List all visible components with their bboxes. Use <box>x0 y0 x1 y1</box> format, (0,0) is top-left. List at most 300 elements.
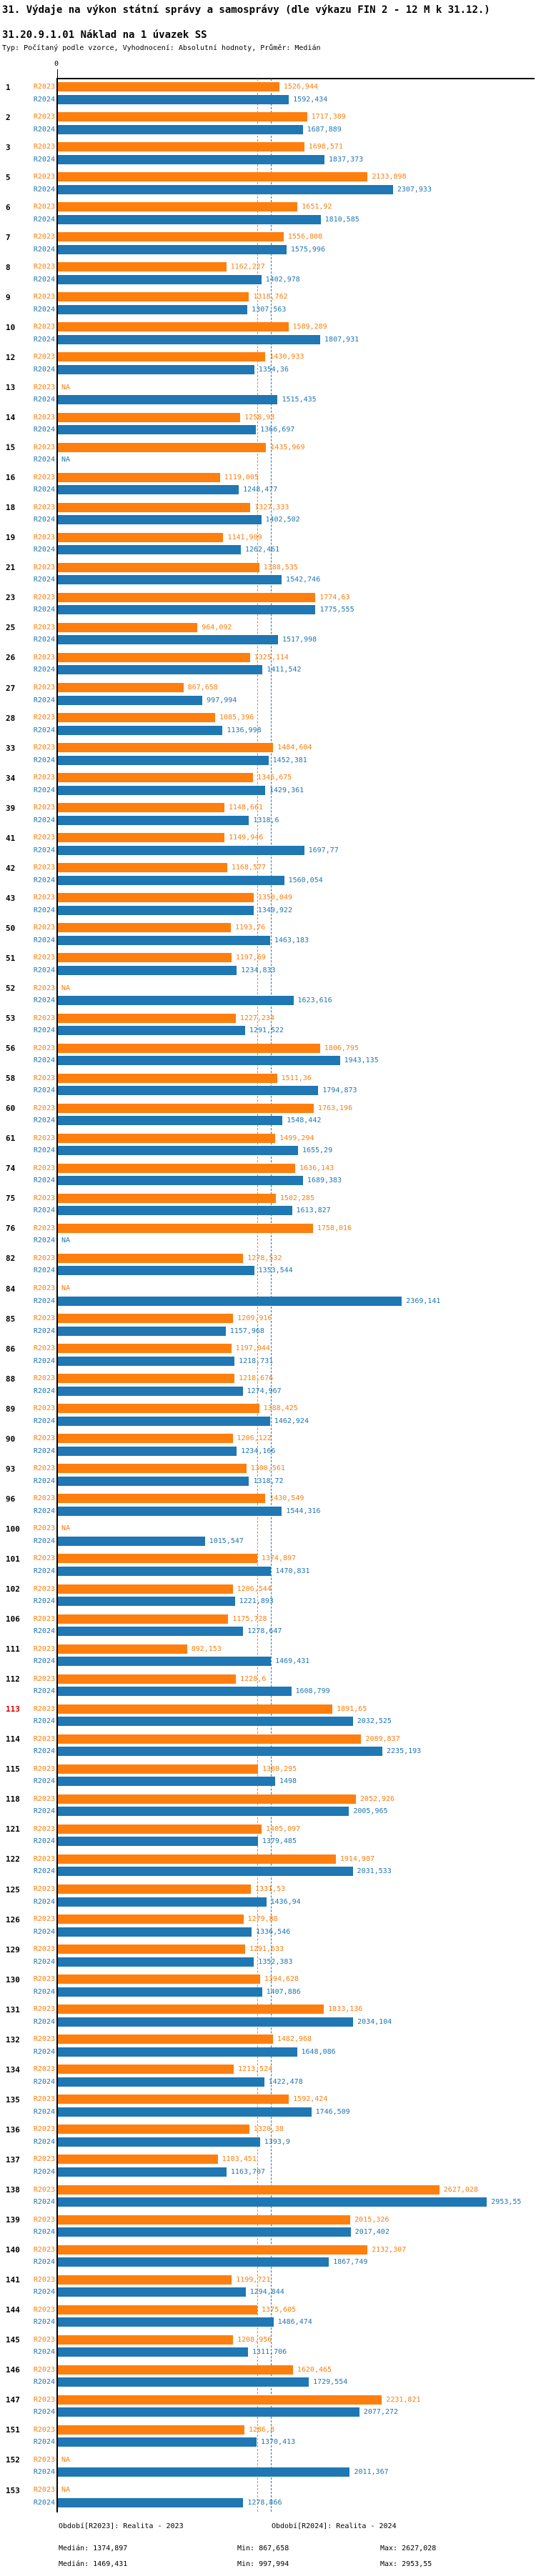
series-label-r2023: R2023 <box>33 1014 55 1022</box>
row-number: 15 <box>6 443 16 453</box>
bar-value-label: 1608,799 <box>295 1687 330 1696</box>
series-label-r2024: R2024 <box>33 816 55 824</box>
bar-r2023 <box>58 953 232 962</box>
bar-r2024 <box>58 155 324 164</box>
series-label-r2024: R2024 <box>33 1417 55 1425</box>
bar-value-label: 1274,967 <box>247 1387 282 1395</box>
bar-value-label: 997,994 <box>207 696 237 704</box>
series-label-r2024: R2024 <box>33 456 55 464</box>
bar-r2024 <box>58 1777 275 1786</box>
series-label-r2024: R2024 <box>33 516 55 524</box>
stat-median-r2024: Medián: 1469,431 <box>59 2560 128 2568</box>
bar-r2023 <box>58 833 224 842</box>
bar-r2024 <box>58 696 202 705</box>
bar-value-label: 1620,465 <box>297 2365 332 2374</box>
bar-r2024 <box>58 335 320 344</box>
series-label-r2024: R2024 <box>33 1657 55 1666</box>
bar-r2024 <box>58 756 269 765</box>
row-number: 43 <box>6 893 16 903</box>
bar-r2023 <box>58 2365 293 2375</box>
bar-value-label: 1206,544 <box>237 1584 272 1593</box>
bar-r2023 <box>58 743 273 752</box>
row-number: 129 <box>6 1945 20 1955</box>
series-label-r2023: R2023 <box>33 293 55 301</box>
series-label-r2024: R2024 <box>33 426 55 434</box>
series-label-r2023: R2023 <box>33 473 55 481</box>
series-label-r2024: R2024 <box>33 2258 55 2267</box>
bar-value-label: 1291,522 <box>249 1027 284 1035</box>
bar-r2024 <box>58 1567 271 1576</box>
row-number: 14 <box>6 413 16 423</box>
row-number: 3 <box>6 142 11 152</box>
indicator-meta: Typ: Počítaný podle vzorce, Vyhodnocení: Absolutní hodnoty, Průměr: Medián <box>2 44 321 52</box>
row-number: 89 <box>6 1404 16 1414</box>
bar-r2024 <box>58 816 249 825</box>
series-label-r2023: R2023 <box>33 684 55 692</box>
bar-value-label: 2627,028 <box>443 2185 478 2194</box>
series-label-r2024: R2024 <box>33 2017 55 2026</box>
bar-r2024 <box>58 545 241 554</box>
row-number: 2 <box>6 112 11 122</box>
series-label-r2023: R2023 <box>33 1344 55 1353</box>
bar-value-label: 1197,044 <box>235 1344 270 1353</box>
bar-r2024 <box>58 876 284 885</box>
bar-r2024 <box>58 1357 234 1366</box>
bar-value-label: 1556,808 <box>287 233 323 241</box>
series-label-r2023: R2023 <box>33 1524 55 1533</box>
bar-value-label: 2307,933 <box>397 185 432 194</box>
bar-r2024 <box>58 125 303 134</box>
series-label-r2024: R2024 <box>33 2107 55 2116</box>
series-label-r2024: R2024 <box>33 215 55 224</box>
bar-r2024 <box>58 996 294 1005</box>
row-number: 56 <box>6 1044 16 1054</box>
bar-r2023 <box>58 1824 262 1834</box>
bar-r2023 <box>58 2155 218 2164</box>
stat-min-r2023: Min: 867,658 <box>237 2545 289 2552</box>
series-label-r2023: R2023 <box>33 1915 55 1924</box>
series-label-r2023: R2023 <box>33 233 55 241</box>
row-number: 7 <box>6 232 11 242</box>
bar-value-label: 1758,016 <box>317 1224 352 1232</box>
series-label-r2024: R2024 <box>33 1027 55 1035</box>
bar-r2023 <box>58 1674 236 1684</box>
bar-value-label: 1346,675 <box>257 774 292 782</box>
bar-value-label: 2235,193 <box>387 1747 422 1756</box>
bar-value-label: 1168,577 <box>231 864 267 872</box>
series-label-r2023: R2023 <box>33 263 55 271</box>
series-label-r2024: R2024 <box>33 966 55 974</box>
series-label-r2024: R2024 <box>33 606 55 614</box>
bar-r2023 <box>58 1044 320 1053</box>
bar-r2024 <box>58 2498 243 2507</box>
bar-value-label: 1405,097 <box>266 1824 301 1833</box>
bar-r2024 <box>58 1116 282 1125</box>
bar-value-label: 1278,866 <box>247 2498 282 2507</box>
bar-r2024 <box>58 1297 402 1306</box>
bar-value-label: 1278,532 <box>247 1254 282 1262</box>
bar-r2023 <box>58 1975 260 1984</box>
bar-r2023 <box>58 1584 233 1594</box>
row-number: 74 <box>6 1164 16 1174</box>
series-label-r2024: R2024 <box>33 2318 55 2327</box>
series-label-r2023: R2023 <box>33 503 55 511</box>
bar-value-label: 1623,616 <box>297 997 332 1004</box>
row-number: 53 <box>6 1014 16 1024</box>
bar-r2024 <box>58 846 304 855</box>
bar-value-label: 2034,104 <box>357 2017 392 2026</box>
bar-value-label: 1248,477 <box>243 486 278 494</box>
na-value-label: NA <box>61 984 71 992</box>
bar-value-label: 1891,65 <box>337 1704 367 1713</box>
bar-r2024 <box>58 305 247 314</box>
bar-r2024 <box>58 1086 318 1095</box>
row-number: 93 <box>6 1464 16 1474</box>
bar-value-label: 1499,294 <box>279 1134 314 1142</box>
bar-r2023 <box>58 1884 251 1894</box>
bar-r2023 <box>58 473 220 482</box>
bar-r2023 <box>58 262 227 271</box>
na-value-label: NA <box>61 383 71 391</box>
row-number: 132 <box>6 2035 20 2045</box>
bar-r2023 <box>58 1314 233 1323</box>
bar-r2024 <box>58 1056 340 1065</box>
row-number: 75 <box>6 1194 16 1204</box>
bar-value-label: 1163,707 <box>230 2167 266 2176</box>
bar-value-label: 1228,6 <box>240 1674 267 1683</box>
bar-value-label: 1592,434 <box>293 95 328 104</box>
series-label-r2023: R2023 <box>33 714 55 722</box>
row-number: 113 <box>6 1704 20 1714</box>
bar-r2024 <box>58 1327 226 1336</box>
bar-value-label: 1318,6 <box>253 816 279 824</box>
bar-r2023 <box>58 503 250 512</box>
bar-r2024 <box>58 2467 349 2477</box>
bar-r2023 <box>58 1254 243 1263</box>
bar-value-label: 1279,88 <box>247 1915 278 1924</box>
series-label-r2024: R2024 <box>33 1087 55 1095</box>
bar-value-label: 1463,183 <box>274 936 309 944</box>
bar-r2024 <box>58 1206 292 1215</box>
bar-value-label: 1206,122 <box>237 1434 272 1443</box>
bar-value-label: 1470,831 <box>275 1567 310 1575</box>
bar-r2023 <box>58 1794 356 1804</box>
bar-r2024 <box>58 2377 309 2387</box>
bar-r2023 <box>58 1464 247 1473</box>
row-number: 135 <box>6 2095 20 2105</box>
series-label-r2024: R2024 <box>33 245 55 254</box>
bar-r2023 <box>58 533 223 542</box>
bar-r2023 <box>58 2185 440 2195</box>
series-label-r2024: R2024 <box>33 756 55 764</box>
bar-value-label: 1103,451 <box>222 2155 257 2164</box>
bar-value-label: 2005,965 <box>353 1807 388 1816</box>
series-label-r2024: R2024 <box>33 1777 55 1786</box>
bar-r2024 <box>58 275 262 284</box>
bar-value-label: 1698,571 <box>308 143 343 151</box>
bar-r2024 <box>58 1176 303 1185</box>
bar-value-label: 1141,909 <box>227 533 262 541</box>
series-label-r2024: R2024 <box>33 2137 55 2146</box>
row-number: 23 <box>6 593 16 603</box>
bar-r2024 <box>58 1927 252 1937</box>
bar-r2024 <box>58 1897 267 1907</box>
row-number: 130 <box>6 1975 20 1985</box>
series-label-r2023: R2023 <box>33 1975 55 1984</box>
bar-value-label: 1687,889 <box>307 125 342 134</box>
bar-r2023 <box>58 713 215 722</box>
series-label-r2023: R2023 <box>33 1194 55 1202</box>
series-label-r2023: R2023 <box>33 1734 55 1743</box>
row-number: 145 <box>6 2335 20 2345</box>
bar-r2023 <box>58 443 266 452</box>
bar-value-label: 1763,196 <box>317 1104 353 1112</box>
bar-r2024 <box>58 1266 254 1275</box>
bar-value-label: 1300,561 <box>250 1464 285 1473</box>
row-number: 90 <box>6 1434 16 1444</box>
series-label-r2023: R2023 <box>33 804 55 812</box>
row-number: 136 <box>6 2125 20 2135</box>
bar-r2024 <box>58 2347 248 2357</box>
series-label-r2024: R2024 <box>33 1627 55 1636</box>
row-number: 122 <box>6 1854 20 1864</box>
bar-value-label: 1331,53 <box>255 1885 286 1893</box>
bar-r2024 <box>58 2047 297 2057</box>
x-axis-line <box>57 78 535 79</box>
bar-r2023 <box>58 1344 232 1353</box>
row-number: 25 <box>6 623 16 633</box>
bar-r2024 <box>58 1837 258 1846</box>
series-label-r2023: R2023 <box>33 924 55 932</box>
bar-r2024 <box>58 1146 298 1155</box>
series-label-r2024: R2024 <box>33 1297 55 1305</box>
bar-r2024 <box>58 95 289 104</box>
bar-value-label: 1307,563 <box>252 305 287 314</box>
series-label-r2023: R2023 <box>33 774 55 782</box>
bar-r2024 <box>58 365 254 374</box>
row-number: 6 <box>6 202 11 212</box>
bar-r2023 <box>58 1194 276 1203</box>
bar-r2024 <box>58 1867 353 1876</box>
series-label-r2024: R2024 <box>33 1357 55 1365</box>
series-label-r2023: R2023 <box>33 954 55 962</box>
bar-value-label: 1136,998 <box>227 726 262 734</box>
series-label-r2024: R2024 <box>33 726 55 734</box>
series-label-r2024: R2024 <box>33 1717 55 1726</box>
bar-r2024 <box>58 245 287 254</box>
series-label-r2023: R2023 <box>33 2335 55 2344</box>
row-number: 34 <box>6 773 16 783</box>
bar-value-label: 1651,92 <box>302 203 332 211</box>
bar-r2024 <box>58 2167 227 2177</box>
series-label-r2024: R2024 <box>33 1267 55 1275</box>
series-label-r2023: R2023 <box>33 894 55 902</box>
series-label-r2023: R2023 <box>33 1704 55 1713</box>
row-number: 27 <box>6 683 16 693</box>
series-label-r2024: R2024 <box>33 1117 55 1125</box>
stat-max-r2023: Max: 2627,028 <box>380 2545 437 2552</box>
bar-value-label: 867,658 <box>187 684 218 692</box>
bar-value-label: 1402,502 <box>265 516 300 524</box>
series-label-r2023: R2023 <box>33 2185 55 2194</box>
bar-value-label: 1149,946 <box>229 834 264 842</box>
bar-r2023 <box>58 1164 295 1173</box>
series-label-r2023: R2023 <box>33 1134 55 1142</box>
row-number: 58 <box>6 1074 16 1084</box>
bar-value-label: 1370,413 <box>260 2438 296 2447</box>
row-number: 21 <box>6 563 16 573</box>
series-label-r2024: R2024 <box>33 1837 55 1846</box>
bar-value-label: 1542,746 <box>286 576 321 584</box>
bar-value-label: 2953,55 <box>491 2198 522 2206</box>
bar-r2023 <box>58 2305 257 2315</box>
bar-r2024 <box>58 1657 271 1666</box>
bar-r2024 <box>58 1026 245 1035</box>
row-number: 50 <box>6 923 16 933</box>
bar-value-label: 1318,762 <box>253 293 288 301</box>
series-label-r2023: R2023 <box>33 2245 55 2254</box>
bar-value-label: 1148,661 <box>228 804 263 812</box>
bar-r2023 <box>58 1134 275 1143</box>
series-label-r2024: R2024 <box>33 1327 55 1335</box>
bar-value-label: 1085,396 <box>219 714 254 722</box>
series-label-r2023: R2023 <box>33 2425 55 2434</box>
row-number: 18 <box>6 503 16 513</box>
series-label-r2023: R2023 <box>33 383 55 391</box>
bar-r2023 <box>58 1224 313 1233</box>
bar-r2023 <box>58 1374 234 1383</box>
bar-r2023 <box>58 352 265 361</box>
row-number: 115 <box>6 1764 20 1774</box>
bar-r2023 <box>58 1494 265 1503</box>
bar-r2023 <box>58 863 227 872</box>
bar-r2024 <box>58 2227 351 2237</box>
bar-value-label: 1592,424 <box>293 2095 328 2104</box>
bar-value-label: 1655,29 <box>302 1147 333 1155</box>
bar-value-label: 1199,721 <box>236 2275 271 2284</box>
bar-r2023 <box>58 893 254 902</box>
series-label-r2024: R2024 <box>33 1477 55 1485</box>
series-label-r2023: R2023 <box>33 653 55 662</box>
series-label-r2023: R2023 <box>33 1374 55 1383</box>
row-number: 131 <box>6 2005 20 2015</box>
bar-r2024 <box>58 1387 243 1396</box>
series-label-r2023: R2023 <box>33 173 55 181</box>
bar-value-label: 2132,307 <box>372 2245 407 2254</box>
bar-value-label: 1349,922 <box>257 906 292 914</box>
na-value-label: NA <box>61 1237 71 1245</box>
row-number: 125 <box>6 1884 20 1894</box>
series-label-r2024: R2024 <box>33 486 55 494</box>
series-label-r2024: R2024 <box>33 1537 55 1545</box>
row-number: 118 <box>6 1794 20 1804</box>
bar-value-label: 1807,931 <box>324 335 359 344</box>
row-number: 12 <box>6 352 16 362</box>
bar-r2024 <box>58 1447 237 1456</box>
na-value-label: NA <box>61 456 71 464</box>
stat-max-r2024: Max: 2953,55 <box>380 2560 432 2568</box>
bar-value-label: 1354,36 <box>258 365 289 374</box>
row-number: 100 <box>6 1524 20 1534</box>
bar-value-label: 1526,944 <box>283 83 318 91</box>
bar-r2023 <box>58 653 250 662</box>
bar-value-label: 1375,605 <box>262 2305 297 2314</box>
bar-value-label: 1636,143 <box>299 1164 334 1172</box>
series-label-r2023: R2023 <box>33 744 55 752</box>
bar-r2023 <box>58 683 184 692</box>
series-label-r2023: R2023 <box>33 353 55 361</box>
row-number: 134 <box>6 2065 20 2075</box>
series-label-r2024: R2024 <box>33 846 55 854</box>
series-label-r2024: R2024 <box>33 1897 55 1906</box>
bar-r2023 <box>58 2275 232 2285</box>
x-axis-zero-label: 0 <box>54 60 59 68</box>
row-number: 140 <box>6 2245 20 2255</box>
bar-value-label: 1775,555 <box>319 606 354 614</box>
bar-r2023 <box>58 2245 367 2255</box>
bar-r2024 <box>58 2317 274 2327</box>
series-label-r2023: R2023 <box>33 1824 55 1833</box>
series-label-r2024: R2024 <box>33 666 55 674</box>
series-label-r2023: R2023 <box>33 563 55 571</box>
bar-value-label: 1484,604 <box>277 744 312 752</box>
bar-value-label: 1717,389 <box>311 113 346 121</box>
bar-r2024 <box>58 2017 353 2027</box>
bar-r2023 <box>58 2395 382 2405</box>
bar-value-label: 1837,373 <box>329 155 364 164</box>
bar-value-label: 2052,926 <box>359 1794 395 1803</box>
bar-r2023 <box>58 2095 289 2104</box>
series-label-r2023: R2023 <box>33 2035 55 2044</box>
series-label-r2024: R2024 <box>33 1807 55 1816</box>
bar-value-label: 1353,544 <box>258 1267 293 1275</box>
bar-r2023 <box>58 1614 228 1624</box>
series-label-r2024: R2024 <box>33 2198 55 2206</box>
bar-r2024 <box>58 906 254 915</box>
row-number: 8 <box>6 262 11 272</box>
bar-r2024 <box>58 2287 246 2297</box>
bar-value-label: 1435,969 <box>270 443 305 451</box>
series-label-r2023: R2023 <box>33 1224 55 1232</box>
series-label-r2023: R2023 <box>33 1794 55 1803</box>
bar-value-label: 1429,361 <box>269 786 304 794</box>
series-label-r2024: R2024 <box>33 1177 55 1185</box>
series-label-r2023: R2023 <box>33 203 55 211</box>
bar-value-label: 1221,893 <box>239 1597 274 1605</box>
legend-period-r2023: Období[R2023]: Realita - 2023 <box>59 2522 184 2530</box>
row-number: 1 <box>6 82 11 92</box>
bar-value-label: 1774,63 <box>319 593 350 601</box>
bar-r2023 <box>58 1554 257 1563</box>
series-label-r2024: R2024 <box>33 1867 55 1876</box>
series-label-r2024: R2024 <box>33 2047 55 2056</box>
bar-r2023 <box>58 413 240 422</box>
indicator-subtitle: 31.20.9.1.01 Náklad na 1 úvazek SS <box>2 29 207 41</box>
series-label-r2024: R2024 <box>33 2288 55 2297</box>
row-number: 85 <box>6 1314 16 1324</box>
bar-r2023 <box>58 1434 233 1443</box>
row-number: 88 <box>6 1374 16 1384</box>
series-label-r2023: R2023 <box>33 323 55 331</box>
bar-value-label: 1325,114 <box>254 653 289 662</box>
bar-value-label: 1197,69 <box>235 954 266 962</box>
series-label-r2023: R2023 <box>33 1254 55 1262</box>
series-label-r2023: R2023 <box>33 1854 55 1863</box>
bar-r2023 <box>58 322 289 331</box>
bar-value-label: 1544,316 <box>286 1507 321 1515</box>
legend-period-r2024: Období[R2024]: Realita - 2024 <box>272 2522 397 2530</box>
bar-r2024 <box>58 635 278 644</box>
